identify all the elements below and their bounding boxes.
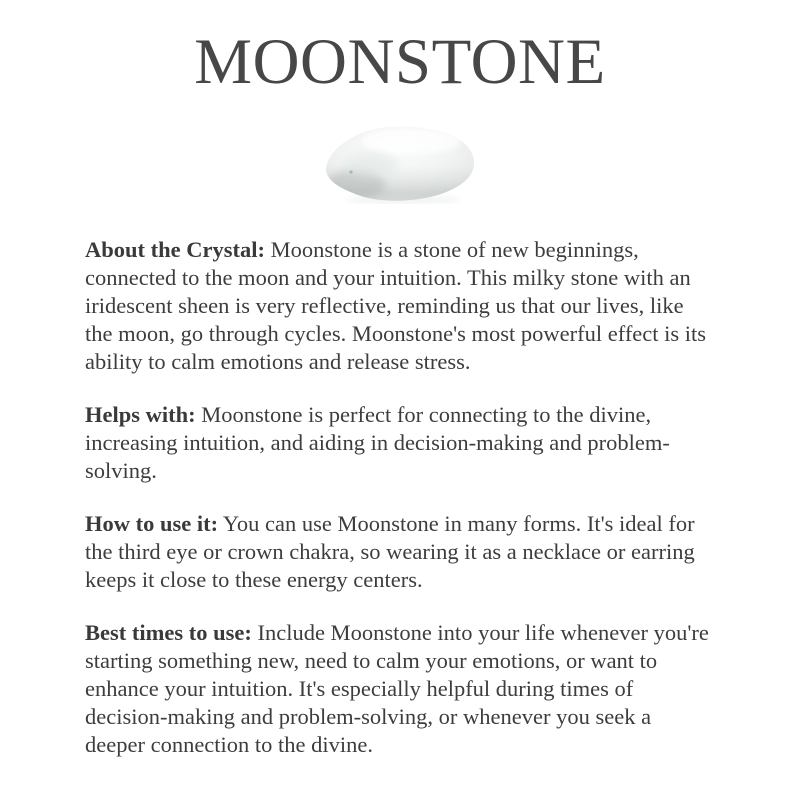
stone-image-container xyxy=(0,124,800,204)
paragraph-how-to-use xyxy=(85,510,715,594)
paragraph-text-best-times: Include Moonstone into your life whenever you're starting something new, need to calm your emotions, or want to enhance your intuition. It's especially helpful during times of decision-making and problem-solving, or whenever you seek a deeper connection to the divine. xyxy=(85,619,709,757)
paragraph-best-times xyxy=(85,619,715,759)
moonstone-photo xyxy=(323,124,477,204)
paragraph-label-best-times: Best times to use: xyxy=(85,619,252,645)
paragraph-text-how-to-use: You can use Moonstone in many forms. It's ideal for the third eye or crown chakra, so wearing it as a necklace or earring keeps it close to these energy centers. xyxy=(85,510,695,592)
paragraph-label-helps-with: Helps with: xyxy=(85,401,196,427)
stone-speck xyxy=(349,170,352,173)
page-title: MOONSTONE xyxy=(194,26,606,98)
paragraph-label-about: About the Crystal: xyxy=(85,236,265,262)
stone-cool-tint xyxy=(345,153,397,177)
crystal-description xyxy=(85,236,715,759)
paragraph-about xyxy=(85,236,715,376)
stone-ground-shadow xyxy=(345,196,461,204)
paragraph-label-how-to-use: How to use it: xyxy=(85,510,219,536)
paragraph-helps-with xyxy=(85,401,715,485)
stone-top-highlight xyxy=(361,128,461,154)
paragraph-text-about: Moonstone is a stone of new beginnings, connected to the moon and your intuition. This milky stone with an iridescent sheen is very reflective, reminding us that our lives, like the moon, go through cycles. Moonstone's most powerful effect is its ability to calm emotions and release stress. xyxy=(85,236,707,374)
paragraph-text-helps-with: Moonstone is perfect for connecting to the divine, increasing intuition, and aiding in decision-making and problem-solving. xyxy=(85,401,670,483)
